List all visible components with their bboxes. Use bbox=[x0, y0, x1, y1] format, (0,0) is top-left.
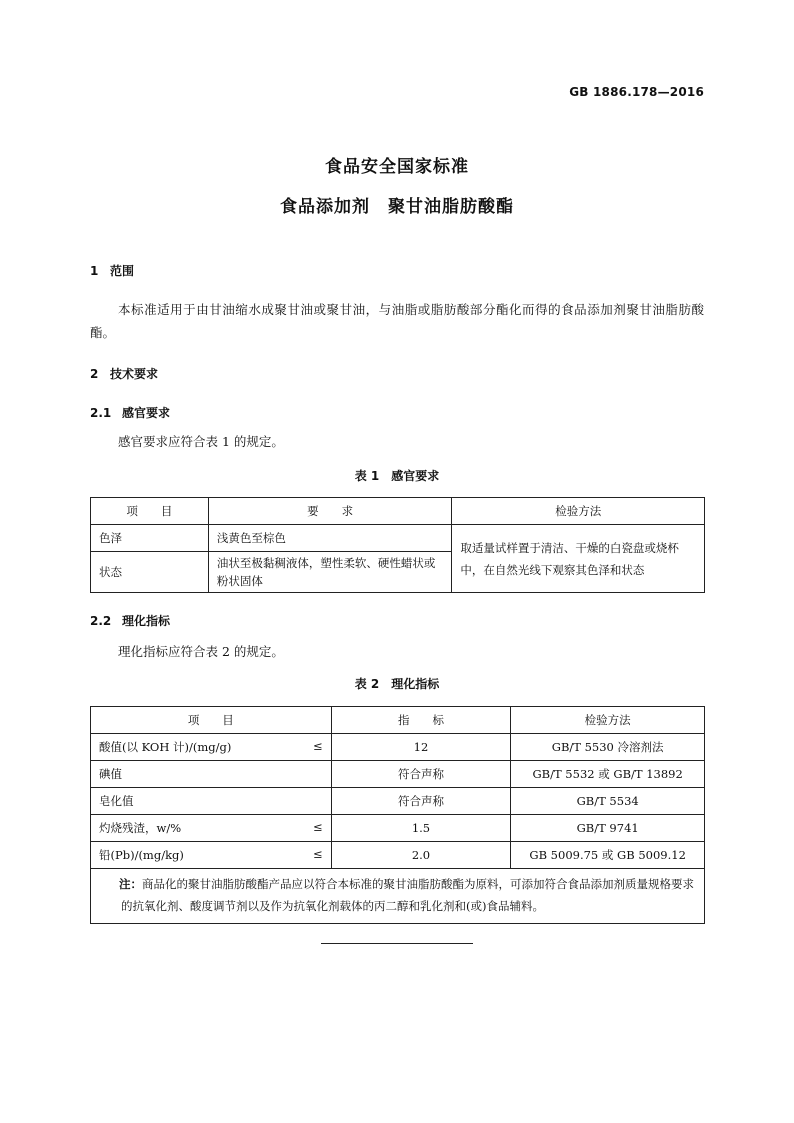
section-number: 1 bbox=[90, 264, 99, 278]
table-1-caption: 表 1 感官要求 bbox=[354, 469, 440, 483]
section-number: 2.2 bbox=[90, 614, 112, 628]
note-label: 注： bbox=[119, 877, 142, 891]
table-row bbox=[91, 525, 705, 552]
note-text: 商品化的聚甘油脂肪酸酯产品应以符合本标准的聚甘油脂肪酸酯为原料，可添加符合食品添加剂质量规格要求的抗氧化剂、酸度调节剂以及作为抗氧化剂载体的丙二醇和乳化剂和(或)食品辅料。 bbox=[121, 877, 694, 913]
item-label: 碘值 bbox=[99, 767, 122, 781]
section-title: 理化指标 bbox=[122, 614, 171, 628]
method-cell: GB/T 5534 bbox=[511, 788, 705, 815]
method-cell: GB 5009.75 或 GB 5009.12 bbox=[511, 842, 705, 869]
item-cell bbox=[91, 788, 332, 815]
column-header: 项 目 bbox=[91, 707, 332, 734]
section-1-text: 本标准适用于由甘油缩水成聚甘油或聚甘油，与油脂或脂肪酸部分酯化而得的食品添加剂聚甘油脂肪酸酯。 bbox=[90, 302, 704, 340]
table-header-row bbox=[91, 707, 705, 734]
table-header-row bbox=[91, 498, 705, 525]
document-subtitle: 食品添加剂 聚甘油脂肪酸酯 bbox=[280, 197, 514, 217]
end-rule bbox=[321, 943, 473, 944]
table-row bbox=[91, 734, 705, 761]
section-2-2-text: 理化指标应符合表 2 的规定。 bbox=[118, 644, 284, 659]
item-label: 铅(Pb)/(mg/kg) bbox=[99, 848, 184, 862]
section-number: 2 bbox=[90, 367, 99, 381]
method-cell: GB/T 5532 或 GB/T 13892 bbox=[511, 761, 705, 788]
standard-number: GB 1886.178—2016 bbox=[569, 85, 704, 99]
section-number: 2.1 bbox=[90, 406, 112, 420]
section-title: 范围 bbox=[110, 264, 135, 278]
table-row bbox=[91, 815, 705, 842]
operator-symbol: ≤ bbox=[312, 847, 323, 861]
section-1-heading bbox=[90, 262, 134, 279]
method-cell: GB/T 9741 bbox=[511, 815, 705, 842]
item-cell bbox=[91, 734, 332, 761]
requirement-cell: 浅黄色至棕色 bbox=[208, 525, 452, 552]
item-cell bbox=[91, 815, 332, 842]
value-cell: 1.5 bbox=[331, 815, 511, 842]
operator-symbol: ≤ bbox=[312, 739, 323, 753]
method-cell: GB/T 5530 冷溶剂法 bbox=[511, 734, 705, 761]
item-cell: 状态 bbox=[91, 552, 209, 593]
section-title: 技术要求 bbox=[110, 367, 159, 381]
item-cell bbox=[91, 842, 332, 869]
section-2-heading bbox=[90, 365, 158, 382]
value-cell: 2.0 bbox=[331, 842, 511, 869]
column-header: 项 目 bbox=[91, 498, 209, 525]
section-title: 感官要求 bbox=[122, 406, 171, 420]
requirement-cell: 油状至极黏稠液体，塑性柔软、硬性蜡状或粉状固体 bbox=[208, 552, 452, 593]
item-cell: 色泽 bbox=[91, 525, 209, 552]
table-1 bbox=[90, 497, 705, 593]
table-row bbox=[91, 761, 705, 788]
column-header: 检验方法 bbox=[511, 707, 705, 734]
table-row bbox=[91, 842, 705, 869]
value-cell: 符合声称 bbox=[331, 761, 511, 788]
method-cell: 取适量试样置于清洁、干燥的白瓷盘或烧杯中，在自然光线下观察其色泽和状态 bbox=[452, 525, 705, 593]
table-2-caption: 表 2 理化指标 bbox=[354, 677, 440, 691]
table-note-row bbox=[91, 869, 705, 924]
column-header: 检验方法 bbox=[452, 498, 705, 525]
table-2 bbox=[90, 706, 705, 924]
item-cell bbox=[91, 761, 332, 788]
table-row bbox=[91, 788, 705, 815]
operator-symbol: ≤ bbox=[312, 820, 323, 834]
item-label: 皂化值 bbox=[99, 794, 134, 808]
document-title: 食品安全国家标准 bbox=[325, 157, 469, 177]
value-cell: 符合声称 bbox=[331, 788, 511, 815]
table-note bbox=[91, 869, 705, 924]
section-2-1-text: 感官要求应符合表 1 的规定。 bbox=[118, 434, 284, 449]
section-2-2-heading bbox=[90, 612, 170, 629]
column-header: 指 标 bbox=[331, 707, 511, 734]
column-header: 要 求 bbox=[208, 498, 452, 525]
item-label: 灼烧残渣，w/% bbox=[99, 821, 182, 835]
section-2-1-heading bbox=[90, 404, 170, 421]
item-label: 酸值(以 KOH 计)/(mg/g) bbox=[99, 740, 232, 754]
value-cell: 12 bbox=[331, 734, 511, 761]
